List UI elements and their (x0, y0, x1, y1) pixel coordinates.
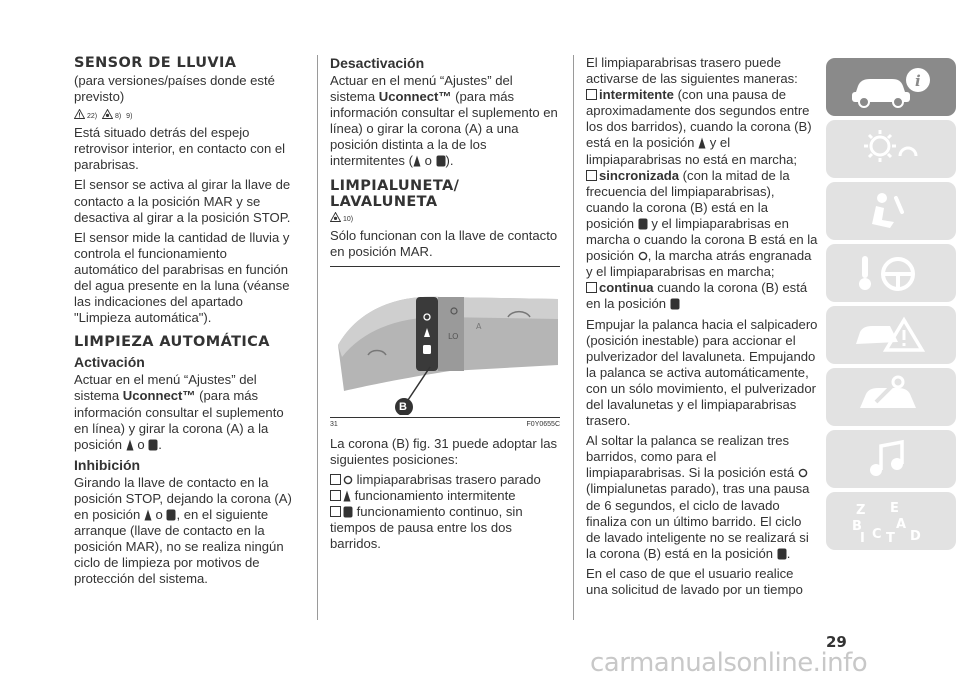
list-item: funcionamiento intermitente (330, 488, 560, 504)
checkbox-bullet-icon (586, 89, 597, 100)
hand-caution-icon (330, 212, 341, 222)
checkbox-bullet-icon (586, 282, 597, 293)
off-symbol-icon (343, 474, 353, 486)
checkbox-bullet-icon (586, 170, 597, 181)
list-item: continua cuando la corona (B) está en la posición (586, 280, 808, 312)
warning-ref: 10) (342, 215, 354, 223)
index-letter: Z (856, 503, 866, 518)
index-letter: D (910, 529, 921, 544)
paragraph: La corona (B) fig. 31 puede adoptar las siguientes posiciones: (330, 435, 558, 467)
paragraph: Sólo funcionan con la llave de contacto en posición MAR. (330, 227, 558, 259)
figure-number: 31 (330, 420, 338, 428)
watermark: carmanualsonline.info (590, 648, 868, 678)
paragraph: Está situado detrás del espejo retrovisor interior, en contacto con el parabrisas. (74, 125, 286, 173)
paragraph: El sensor se activa al girar la llave de contacto a la posición MAR y se desactiva al girar a la posición STOP. (74, 177, 291, 225)
car-info-icon (846, 64, 936, 110)
continuous-symbol-icon (638, 218, 648, 230)
paragraph: El limpiaparabrisas trasero puede activarse de las siguientes maneras: (586, 55, 798, 87)
section-title-rain-sensor: SENSOR DE LLUVIA (74, 55, 237, 71)
intermittent-symbol-icon (126, 439, 134, 451)
paragraph: En el caso de que el usuario realice una solicitud de lavado por un tiempo (586, 565, 803, 597)
music-note-icon (846, 436, 936, 482)
continuous-symbol-icon (166, 509, 176, 521)
figure-wiper-stalk (330, 266, 560, 417)
checkbox-bullet-icon (330, 506, 341, 517)
steering-wheel-key-icon (846, 250, 936, 296)
tab-maintenance[interactable] (826, 368, 956, 426)
brand-name: Uconnect™ (122, 388, 196, 404)
subtitle: (para versiones/países donde esté previsto) (74, 73, 275, 105)
tab-index[interactable] (826, 492, 956, 550)
column-3 (586, 55, 818, 602)
chapter-tabs (826, 58, 956, 554)
intermittent-symbol-icon (698, 137, 706, 149)
column-divider (317, 55, 318, 620)
subheading-deactivation: Desactivación (330, 55, 425, 71)
subheading-inhibition: Inhibición (74, 456, 141, 473)
tab-safety[interactable] (826, 182, 956, 240)
paragraph: Actuar en el menú “Ajustes” del sistema Uconnect™ (para más información consultar el suplemento en línea) o girar la corona (A) a una posición distinta a la de los intermitentes ( o ). (330, 73, 558, 169)
paragraph: Empujar la palanca hacia el salpicadero (posición inestable) para accionar el pulverizador del lavaluneta. Empujando la palanca se activa automáticamente, con un sólo movimiento, el pulverizador del lavalunetas y el limpiaparabrisas trasero. (586, 316, 818, 429)
section-title-rear-wiper: LIMPIALUNETA/ LAVALUNETA (330, 177, 460, 210)
checkbox-bullet-icon (330, 490, 341, 501)
paragraph: Al soltar la palanca se realizan tres barridos, como para el limpiaparabrisas. Si la posición está (limpialunetas parado), tras una pausa de 6 segundos, el ciclo de lavado finaliza con un último barrido. El ciclo de lavado inteligente no se realizará si la corona (B) está en la posición . (586, 433, 810, 561)
warning-refs (330, 212, 560, 226)
list-item: funcionamiento continuo, sin tiempos de pausa entre los dos barridos. (330, 504, 523, 552)
figure-caption (330, 417, 560, 430)
index-letter: A (896, 517, 907, 532)
intermittent-symbol-icon (413, 155, 421, 167)
column-divider (573, 55, 574, 620)
off-symbol-icon (638, 250, 648, 262)
column-2 (330, 55, 560, 552)
svg-text:i: i (915, 72, 921, 90)
tab-multimedia[interactable] (826, 430, 956, 488)
wrench-car-icon (846, 374, 936, 420)
paragraph: El sensor mide la cantidad de lluvia y controla el funcionamiento automático del parabrisas en función del agua presente en la luna (véanse las indicaciones del apartado "Limpieza automática"). (74, 229, 290, 326)
tab-dashboard[interactable] (826, 120, 956, 178)
dashboard-lights-icon (846, 126, 936, 172)
tab-knowing-car[interactable] (826, 58, 956, 116)
warning-ref: 22) (86, 113, 98, 121)
tab-starting-driving[interactable] (826, 244, 956, 302)
paragraph: Actuar en el menú “Ajustes” del sistema Uconnect™ (para más información consultar el suplemento en línea) y girar la corona (A) a la posición o . (74, 372, 284, 452)
warning-ref: 9) (126, 113, 133, 121)
warning-triangle-icon (74, 109, 85, 119)
index-letter: E (890, 501, 899, 516)
alphabet-index-icon (846, 498, 936, 544)
paragraph: Girando la llave de contacto en la posición STOP, dejando la corona (A) en posición o , en el siguiente arranque (llave de contacto en la posición MAR), no se realiza ningún ciclo de limpieza por motivos de protección del sistema. (74, 474, 292, 587)
page-number: 29 (826, 633, 847, 651)
brand-name: Uconnect™ (378, 89, 452, 105)
column-1 (74, 55, 292, 591)
tab-emergency[interactable] (826, 306, 956, 364)
list-item: limpiaparabrisas trasero parado (330, 472, 560, 488)
hand-caution-icon (102, 109, 113, 119)
section-title-auto-cleaning: LIMPIEZA AUTOMÁTICA (74, 334, 270, 351)
wiper-stalk-illustration (330, 267, 560, 415)
index-letter: I (860, 531, 865, 544)
svg-text:LO: LO (448, 331, 459, 341)
figure-label-b: B (399, 400, 407, 413)
index-letter: C (872, 527, 882, 542)
svg-text:A: A (476, 321, 482, 331)
list-item: intermitente (con una pausa de aproximadamente dos segundos entre los dos barridos), cuando la corona (B) está en la posición y el limpiaparabrisas no está en marcha; (586, 87, 812, 167)
continuous-symbol-icon (148, 439, 158, 451)
airbag-seat-icon (846, 188, 936, 234)
continuous-symbol-icon (670, 298, 680, 310)
continuous-symbol-icon (343, 506, 353, 518)
car-warning-icon (846, 312, 936, 358)
warning-refs (74, 109, 292, 123)
subheading-activation: Activación (74, 354, 145, 371)
figure-code: F0Y0655C (526, 420, 560, 428)
off-symbol-icon (798, 467, 808, 479)
index-letter: B (852, 519, 862, 534)
checkbox-bullet-icon (330, 474, 341, 485)
continuous-symbol-icon (436, 155, 446, 167)
continuous-symbol-icon (777, 548, 787, 560)
list-item: sincronizada (con la mitad de la frecuencia del limpiaparabrisas), cuando la corona (B) está en la posición y el limpiaparabrisas en marcha o cuando la corona B está en la posición , la marcha atrás engranada y el limpiaparabrisas en marcha; (586, 167, 818, 280)
intermittent-symbol-icon (144, 509, 152, 521)
intermittent-symbol-icon (343, 490, 351, 502)
index-letter: T (886, 531, 895, 544)
warning-ref: 8) (114, 113, 122, 121)
